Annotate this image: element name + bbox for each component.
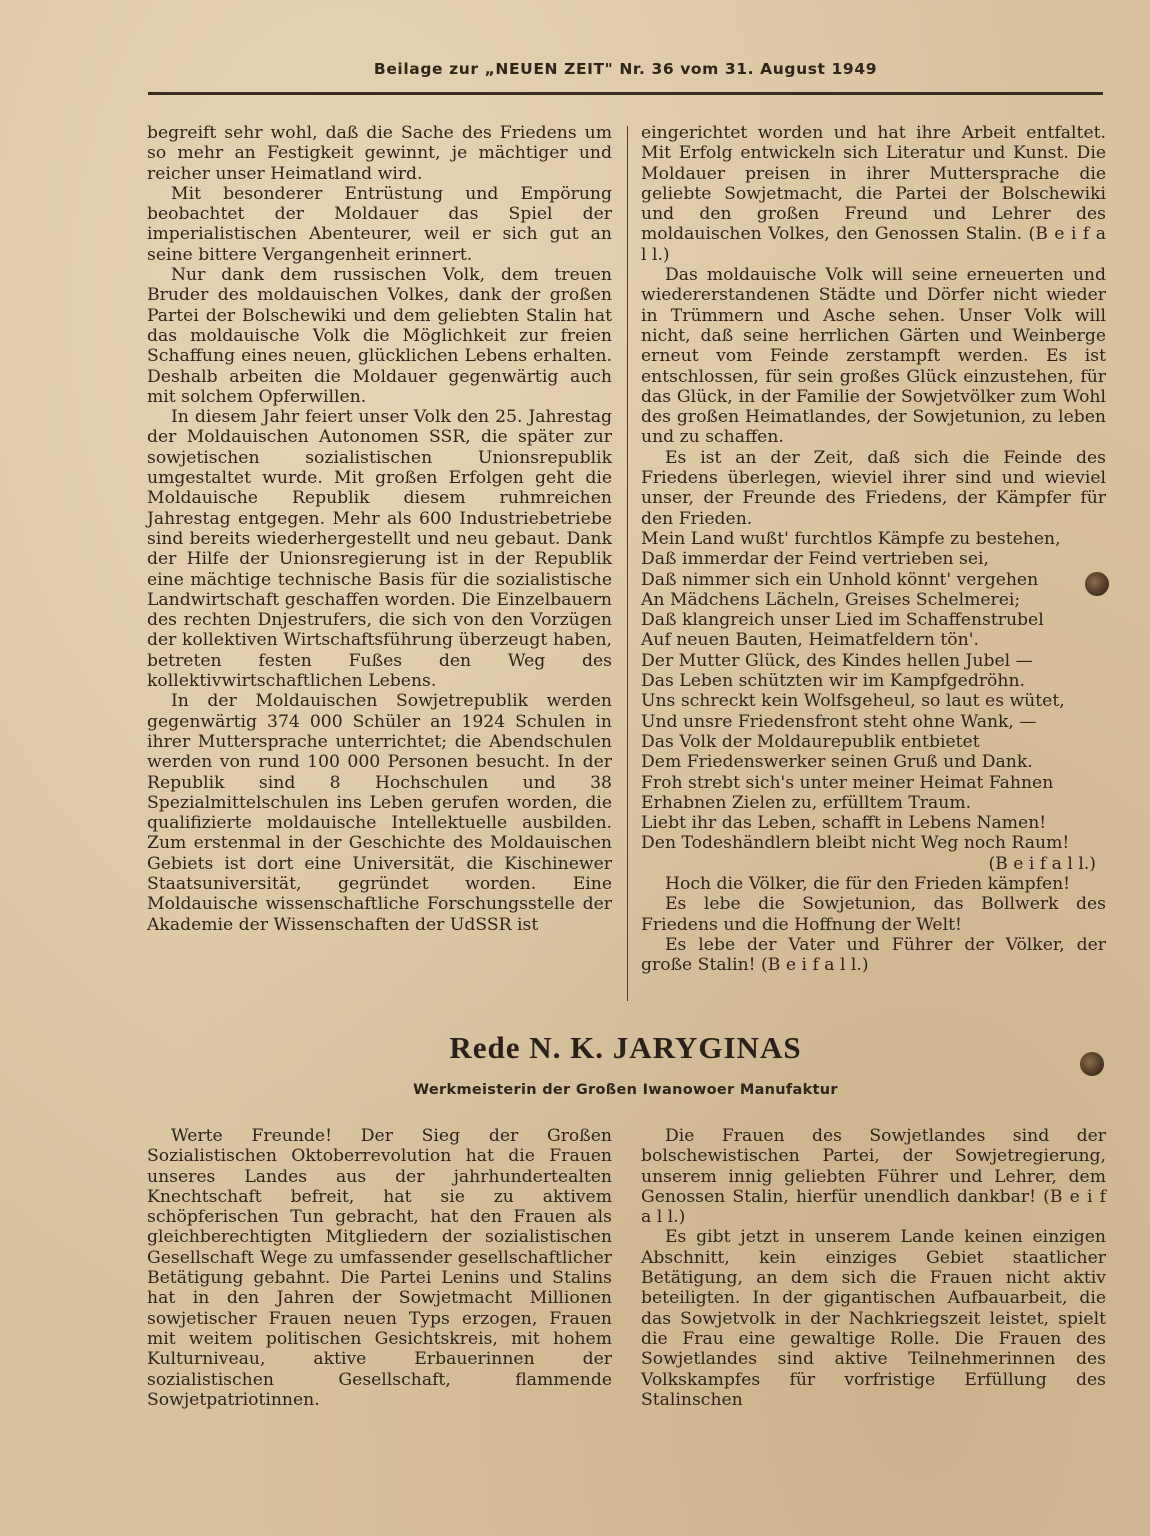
poem-line: Den Todeshändlern bleibt nicht Weg noch Raum! bbox=[641, 833, 1070, 854]
poem-line: Mein Land wußt' furchtlos Kämpfe zu bestehen, bbox=[641, 528, 1061, 549]
speech-title: Rede N. K. JARYGINAS bbox=[449, 1030, 802, 1065]
poem-line: Daß nimmer sich ein Unhold könnt' vergehen bbox=[641, 569, 1039, 590]
paragraph: In der Moldauischen Sowjetrepublik werden gegenwärtig 374 000 Schüler an 1924 Schulen in ihrer Muttersprache unterrichtet; die Abendschulen werden von rund 100 000 Personen besucht. In der Republik sind 8 Hochschulen und 38 Spezialmittelschulen ins Leben gerufen worden, die qualifizierte moldauische Intellektuelle ausbilden. Zum erstenmal in der Geschichte des Moldauischen Gebiets ist dort eine Universität, die Kischinewer Staatsuniversität, gegründet worden. Eine Moldauische wissenschaftliche Forschungsstelle der Akademie der Wissenschaften der UdSSR ist bbox=[147, 691, 612, 935]
poem-line: Auf neuen Bauten, Heimatfeldern tön'. bbox=[641, 630, 979, 651]
paragraph: Die Frauen des Sowjetlandes sind der bolschewistischen Partei, der Sowjetregierung, unserem innig geliebten Führer und Lehrer, dem Genossen Stalin, hierfür unendlich dankbar! (B e i f a l l.) bbox=[641, 1126, 1106, 1228]
paragraph: Nur dank dem russischen Volk, dem treuen Bruder des moldauischen Volkes, dank der großen Partei der Bolschewiki und dem geliebten Stalin hat das moldauische Volk die Möglichkeit zur freien Schaffung eines neuen, glücklichen Lebens erhalten. Deshalb arbeiten die Moldauer gegenwärtig auch mit solchem Opferwillen. bbox=[147, 265, 612, 407]
paragraph: Hoch die Völker, die für den Frieden kämpfen! bbox=[665, 873, 1071, 894]
poem-line: Daß immerdar der Feind vertrieben sei, bbox=[641, 549, 989, 570]
column-divider bbox=[627, 126, 628, 1001]
page-header: Beilage zur „NEUEN ZEIT" Nr. 36 vom 31. August 1949 bbox=[373, 60, 878, 78]
poem-line: Das Volk der Moldaurepublik entbietet bbox=[641, 731, 980, 752]
poem bbox=[641, 529, 1106, 854]
punch-hole bbox=[1085, 572, 1109, 596]
paragraph: Es ist an der Zeit, daß sich die Feinde des Friedens überlegen, wieviel ihrer sind und wieviel unser, der Freunde des Friedens, der Kämpfer für den Frieden. bbox=[641, 447, 1106, 529]
column-4 bbox=[641, 1126, 1106, 1410]
speech-subtitle: Werkmeisterin der Großen Iwanowoer Manufaktur bbox=[413, 1082, 838, 1098]
paragraph: Mit besonderer Entrüstung und Empörung beobachtet der Moldauer das Spiel der imperialistischen Abenteurer, weil er sich gut an seine bittere Vergangenheit erinnert. bbox=[147, 183, 612, 265]
poem-line: Dem Friedenswerker seinen Gruß und Dank. bbox=[641, 752, 1033, 773]
paragraph: Werte Freunde! Der Sieg der Großen Sozialistischen Oktoberrevolution hat die Frauen unseres Landes aus der jahrhundertealten Knechtschaft befreit, hat sie zu aktivem schöpferischen Tun gebracht, hat den Frauen als gleichberechtigten Mitgliedern der sozialistischen Gesellschaft Wege zu umfassender gesellschaftlicher Betätigung gebahnt. Die Partei Lenins und Stalins hat in den Jahren der Sowjetmacht Millionen sowjetischer Frauen neuen Typs erzogen, Frauen mit weitem politischen Gesichtskreis, mit hohem Kulturniveau, aktive Erbauerinnen der sozialistischen Gesellschaft, flammende Sowjetpatriotinnen. bbox=[147, 1126, 612, 1410]
poem-line: Froh strebt sich's unter meiner Heimat Fahnen bbox=[641, 772, 1054, 793]
paragraph: Es gibt jetzt in unserem Lande keinen einzigen Abschnitt, kein einziges Gebiet staatlicher Betätigung, an dem sich die Frauen nicht aktiv beteiligten. In der gigantischen Aufbauarbeit, die das Sowjetvolk in der Nachkriegszeit leistet, spielt die Frau eine gewaltige Rolle. Die Frauen des Sowjetlandes sind aktive Teilnehmerinnen des Volkskampfes für vorfristige Erfüllung des Stalinschen bbox=[641, 1227, 1106, 1410]
paragraph: Das moldauische Volk will seine erneuerten und wiedererstandenen Städte und Dörfer nicht wieder in Trümmern und Asche sehen. Unser Volk will nicht, daß seine herrlichen Gärten und Weinberge erneut vom Feinde zerstampft werden. Es ist entschlossen, für sein großes Glück einzustehen, für das Glück, in der Familie der Sowjetvölker zum Wohl des großen Heimatlandes, der Sowjetunion, zu leben und zu schaffen. bbox=[641, 265, 1106, 448]
punch-hole bbox=[1080, 1052, 1104, 1076]
applause-note: (B e i f a l l.) bbox=[988, 853, 1096, 874]
paragraph: eingerichtet worden und hat ihre Arbeit entfaltet. Mit Erfolg entwickeln sich Literatur und Kunst. Die Moldauer preisen in ihrer Muttersprache die geliebte Sowjetmacht, die Partei der Bolschewiki und den großen Freund und Lehrer des moldauischen Volkes, den Genossen Stalin. (B e i f a l l.) bbox=[641, 123, 1106, 265]
poem-line: Erhabnen Zielen zu, erfülltem Traum. bbox=[641, 792, 972, 813]
poem-line: Daß klangreich unser Lied im Schaffenstrubel bbox=[641, 610, 1044, 631]
column-3 bbox=[147, 1126, 612, 1410]
poem-line: Uns schreckt kein Wolfsgeheul, so laut es wütet, bbox=[641, 691, 1065, 712]
poem-line: Und unsre Friedensfront steht ohne Wank, — bbox=[641, 711, 1037, 732]
poem-line: Das Leben schützten wir im Kampfgedröhn. bbox=[641, 671, 1025, 692]
poem-line: An Mädchens Lächeln, Greises Schelmerei; bbox=[641, 589, 1021, 610]
paragraph: Es lebe der Vater und Führer der Völker, der große Stalin! (B e i f a l l.) bbox=[641, 934, 1106, 976]
paragraph: begreift sehr wohl, daß die Sache des Friedens um so mehr an Festigkeit gewinnt, je mächtiger und reicher unser Heimatland wird. bbox=[147, 123, 612, 184]
poem-line: Der Mutter Glück, des Kindes hellen Jubel — bbox=[641, 650, 1033, 671]
header-rule bbox=[148, 92, 1103, 95]
poem-line: Liebt ihr das Leben, schafft in Lebens Namen! bbox=[641, 813, 1047, 834]
paragraph: In diesem Jahr feiert unser Volk den 25. Jahrestag der Moldauischen Autonomen SSR, die später zur sowjetischen sozialistischen Unionsrepublik umgestaltet wurde. Mit großen Erfolgen geht die Moldauische Republik diesem ruhmreichen Jahrestag entgegen. Mehr als 600 Industriebetriebe sind bereits wiederhergestellt und neu gebaut. Dank der Hilfe der Unionsregierung ist in der Republik eine mächtige technische Basis für die sozialistische Landwirtschaft geschaffen worden. Die Einzelbauern des rechten Dnjestrufers, die sich von den Vorzügen der kollektiven Wirtschaftsführung überzeugt haben, betreten festen Fußes den Weg des kollektivwirtschaftlichen Lebens. bbox=[147, 407, 612, 692]
column-2 bbox=[641, 123, 1106, 975]
paragraph: Es lebe die Sowjetunion, das Bollwerk des Friedens und die Hoffnung der Welt! bbox=[641, 894, 1106, 935]
column-1 bbox=[147, 123, 612, 935]
